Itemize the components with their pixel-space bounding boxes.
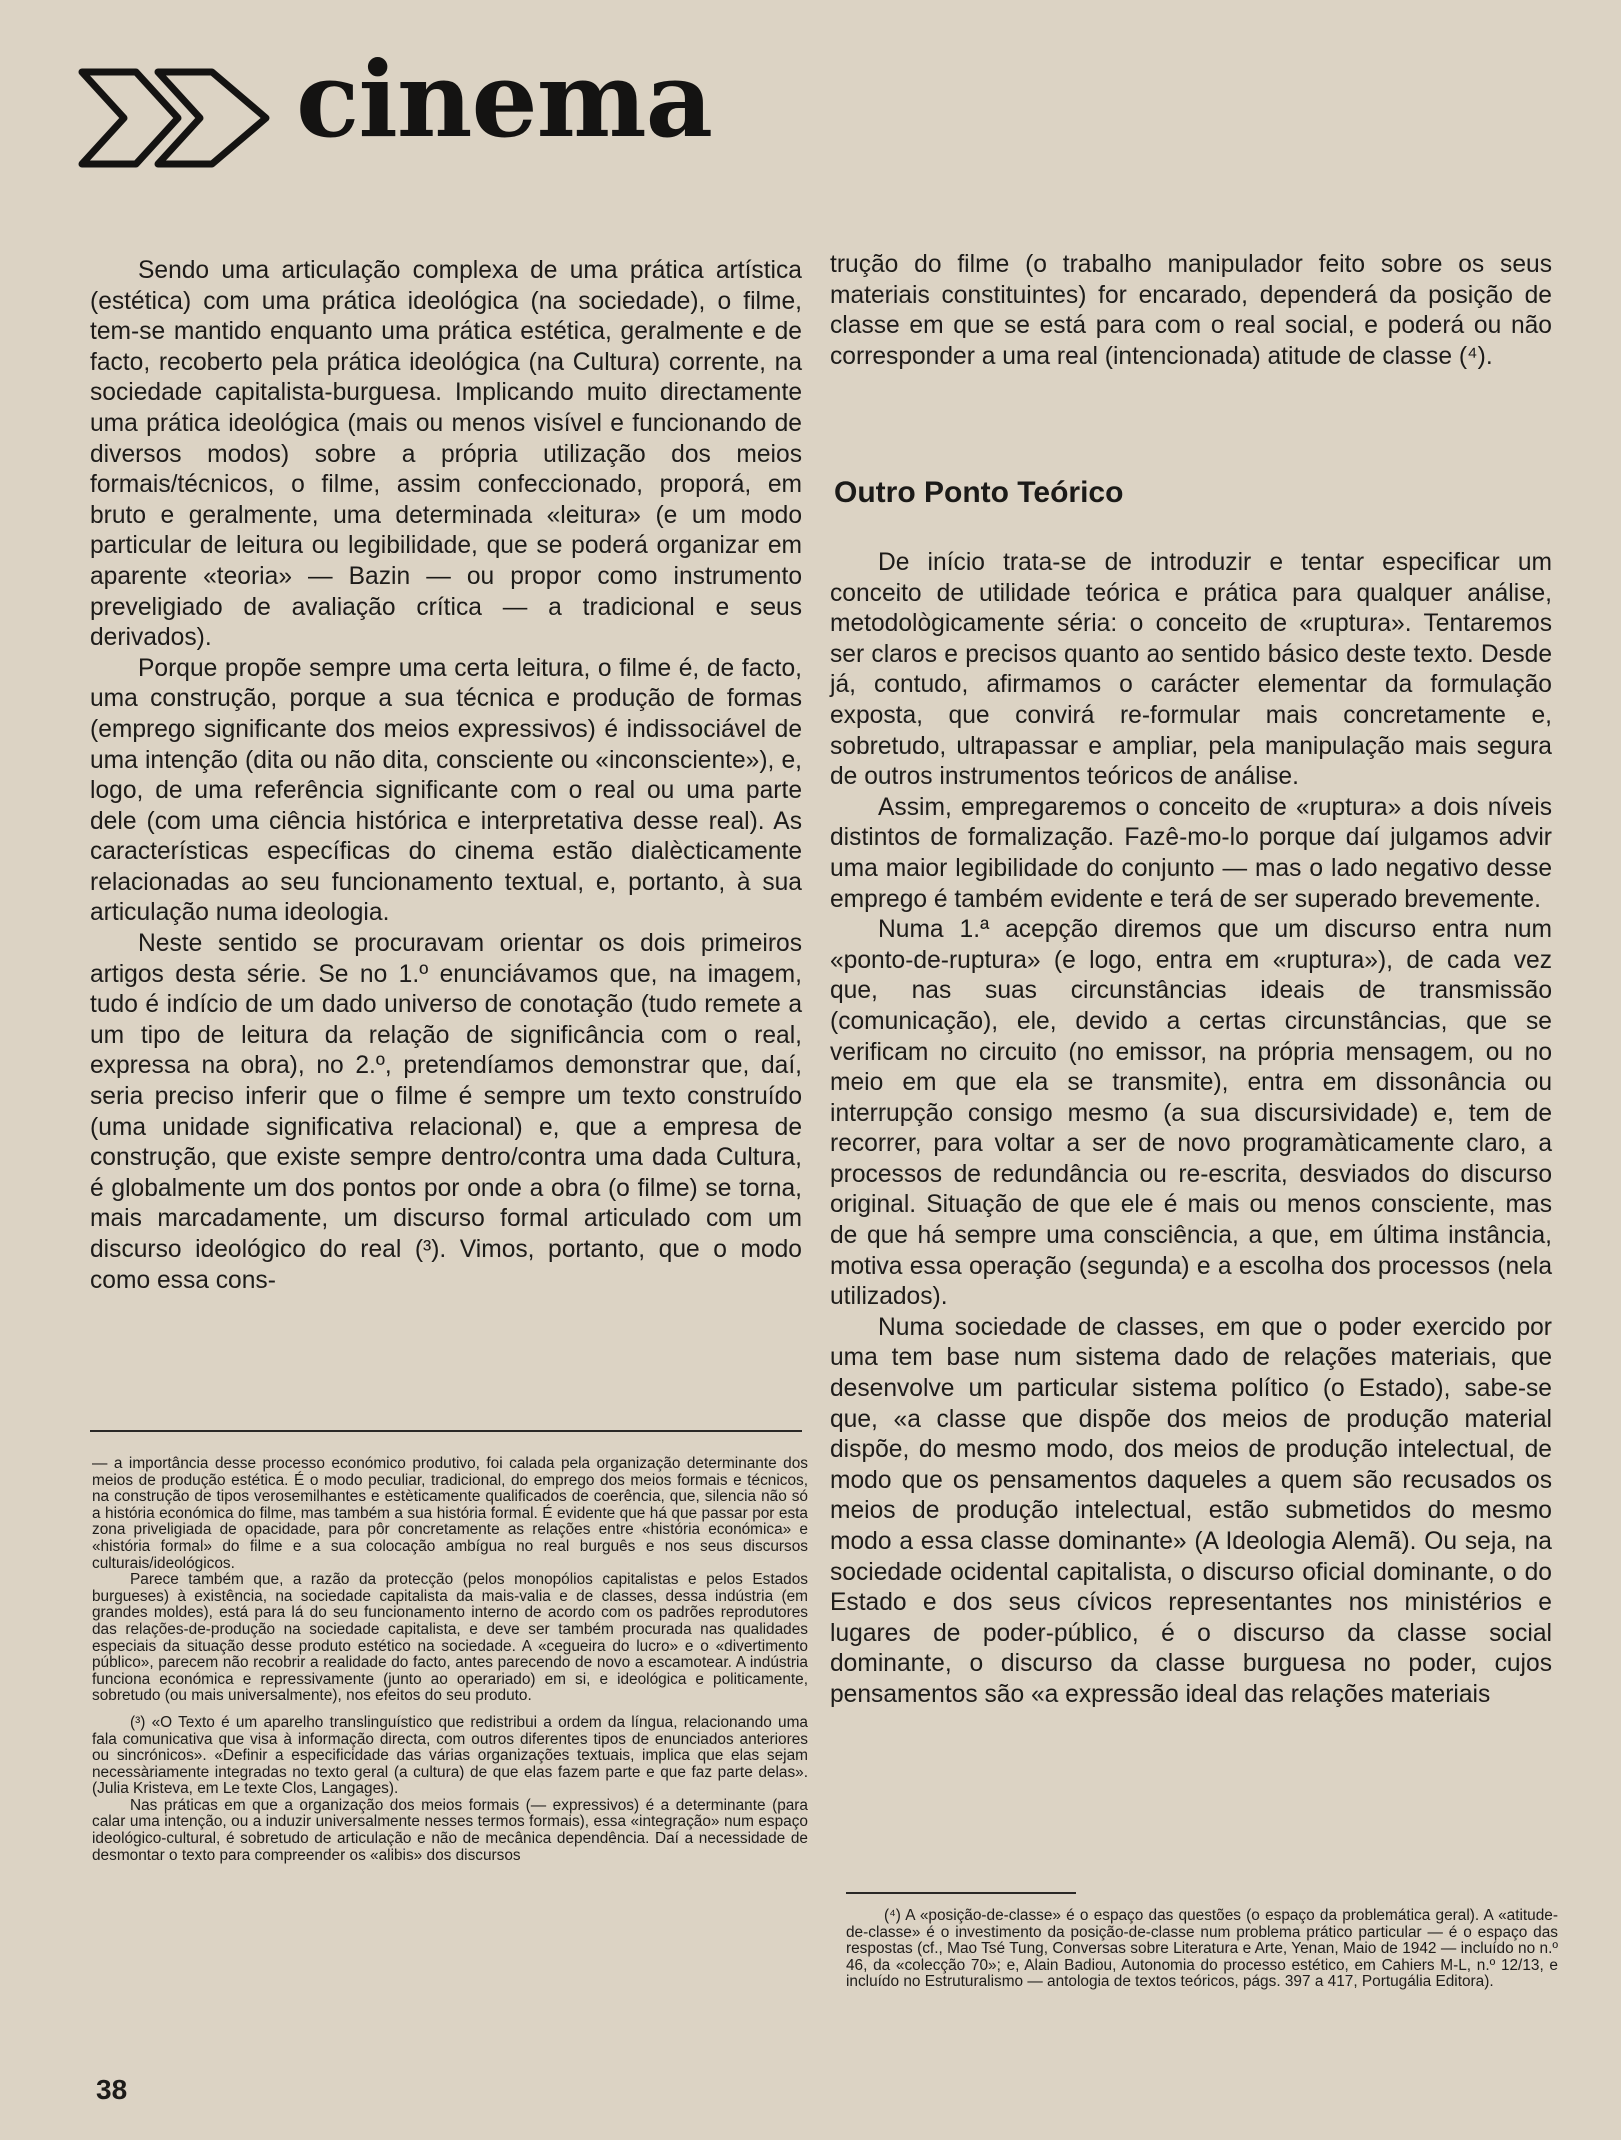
- section-title: cinema: [296, 38, 713, 161]
- section-heading: Outro Ponto Teórico: [834, 476, 1124, 509]
- footnote-divider: [90, 1430, 802, 1432]
- footnote: (⁴) A «posição-de-classe» é o espaço das questões (o espaço da problemática geral). A «atitude-de-classe» é o investimento da posição-de-classe num problema prático particular — é o espaço das respostas (cf., Mao Tsé Tung, Conversas sobre Literatura e Arte, Yenan, Maio de 1942 — incluído no n.º 46, da «colecção 70»; e, Alain Badiou, Autonomia do processo estético, em Cahiers M-L, n.º 12/13, e incluído no Estruturalismo — antologia de textos teóricos, págs. 397 a 417, Portugália Editora).: [846, 1907, 1558, 1991]
- footnote: — a importância desse processo económico produtivo, foi calada pela organização determinante dos meios de produção estética. É o modo peculiar, tradicional, do emprego dos meios formais e técnicos, na construção de tipos verosemilhantes e estèticamente qualificados de coerência, que, silencia não só a história económica do filme, mas também a sua história formal. É evidente que há que passar por esta zona priveligiada de opacidade, para pôr concretamente as relações entre «história económica» e «história formal» do filme e a sua colocação ambígua no real burguês e nos seus discursos culturais/ideológicos.: [92, 1455, 808, 1572]
- footnote-right: [846, 1908, 1558, 1991]
- body-paragraph: Numa 1.ª acepção diremos que um discurso entra num «ponto-de-ruptura» (e logo, entra em «ruptura»), de cada vez que, nas suas circunstâncias ideais de transmissão (comunicação), ele, devido a certas circunstâncias, que se verificam no circuito (no emissor, na própria mensagem, ou no meio em que ela se transmite), entra em dissonância ou interrupção consigo mesmo (a sua discursividade) e, tem de recorrer, para voltar a ser de novo programàticamente claro, a processos de redundância ou re-escrita, desviados do discurso original. Situação de que ele é mais ou menos consciente, mas de que há sempre uma consciência, a que, em última instância, motiva essa operação (segunda) e a escolha dos processos (nela utilizados).: [830, 916, 1552, 1311]
- right-column: [830, 548, 1552, 1711]
- body-paragraph: Neste sentido se procuravam orientar os dois primeiros artigos desta série. Se no 1.º enunciávamos que, na imagem, tudo é indício de um dado universo de conotação (tudo remete a um tipo de leitura da relação de significância com o real, expressa na obra), no 2.º, pretendíamos demonstrar que, daí, seria preciso inferir que o filme é sempre um texto construído (uma unidade significativa relacional) e, que a empresa de construção, que existe sempre dentro/contra uma dada Cultura, é globalmente um dos pontos por onde a obra (o filme) se torna, mais marcadamente, um discurso formal articulado com um discurso ideológico do real (³). Vimos, portanto, que o modo como essa cons-: [90, 930, 802, 1294]
- footnote-divider: [846, 1892, 1076, 1894]
- footnotes-left: [92, 1456, 808, 1864]
- footnote: Parece também que, a razão da protecção (pelos monopólios capitalistas e pelos Estados burgueses) à existência, na sociedade capitalista da mais-valia e de classes, dessa indústria (em grandes moldes), está para lá do seu funcionamento interno de acordo com os padrões reprodutores das relações-de-produção na sociedade capitalista, e deve ser também procurada nas qualidades especiais da situação desse produto estético na sociedade. A «cegueira do lucro» e o «divertimento público», parecem não recobrir a realidade do facto, antes parecendo de novo a escamotear. A indústria funciona económica e repressivamente (junto ao operariado) em si, e ideológica e politicamente, sobretudo (ou mais universalmente), nos efeitos do seu produto.: [92, 1571, 808, 1705]
- left-column: [90, 256, 802, 1296]
- footnote: Nas práticas em que a organização dos meios formais (— expressivos) é a determinante (para calar uma intenção, ou a induzir universalmente nesses termos formais), essa «integração» num espaço ideológico-cultural, é sobretudo de articulação e não de mecânica dependência. Daí a necessidade de desmontar o texto para compreender os «alibis» dos discursos: [92, 1796, 808, 1864]
- body-paragraph: Assim, empregaremos o conceito de «ruptura» a dois níveis distintos de formalização. Fazê-mo-lo porque daí julgamos advir uma maior legibilidade do conjunto — mas o lado negativo desse emprego é também evidente e terá de ser superado brevemente.: [830, 793, 1552, 913]
- page-number: 38: [96, 2074, 128, 2105]
- body-paragraph: Sendo uma articulação complexa de uma prática artística (estética) com uma prática ideológica (na sociedade), o filme, tem-se mantido enquanto uma prática estética, geralmente e de facto, recoberto pela prática ideológica (na Cultura) corrente, na sociedade capitalista-burguesa. Implicando muito directamente uma prática ideológica (mais ou menos visível e funcionando de diversos modos) sobre a própria utilização dos meios formais/técnicos, o filme, assim confeccionado, proporá, em bruto e geralmente, uma determinada «leitura» (e um modo particular de leitura ou legibilidade, que se poderá organizar em aparente «teoria» — Bazin — ou propor como instrumento preveligiado de avaliação crítica — a tradicional e seus derivados).: [90, 257, 802, 652]
- body-paragraph: trução do filme (o trabalho manipulador feito sobre os seus materiais constituintes) for encarado, dependerá da posição de classe em que se está para com o real social, e poderá ou não corresponder a uma real (intencionada) atitude de classe (⁴).: [830, 251, 1552, 370]
- body-paragraph: Numa sociedade de classes, em que o poder exercido por uma tem base num sistema dado de relações materiais, que desenvolve um particular sistema político (o Estado), sabe-se que, «a classe que dispõe dos meios de produção material dispõe, do mesmo modo, dos meios de produção intelectual, de modo que os pensamentos daqueles a quem são recusados os meios de produção intelectual, estão submetidos do mesmo modo a essa classe dominante» (A Ideologia Alemã). Ou seja, na sociedade ocidental capitalista, o discurso oficial dominante, o do Estado e dos seus cívicos representantes nos ministérios e lugares de poder-público, é o discurso da classe social dominante, o discurso da classe burguesa no poder, cujos pensamentos são «a expressão ideal das relações materiais: [830, 1313, 1552, 1708]
- body-paragraph: De início trata-se de introduzir e tentar especificar um conceito de utilidade teórica e prática para qualquer análise, metodològicamente séria: o conceito de «ruptura». Tentaremos ser claros e precisos quanto ao sentido básico deste texto. Desde já, contudo, afirmamos o carácter elementar da formulação exposta, que convirá re-formular mais concretamente e, sobretudo, ultrapassar e ampliar, pela manipulação mais segura de outros instrumentos teóricos de análise.: [830, 549, 1552, 791]
- double-chevron-arrow-icon: [76, 60, 286, 180]
- right-column-intro: [830, 250, 1552, 372]
- footnote: (³) «O Texto é um aparelho translinguístico que redistribui a ordem da língua, relacionando uma fala comunicativa que visa à informação directa, com outros diferentes tipos de enunciados anteriores ou sincrónicos». «Definir a especificidade das várias organizações textuais, implica que elas sejam necessàriamente integradas no texto geral (a cultura) de que elas fazem parte e que faz parte delas». (Julia Kristeva, em Le texte Clos, Langages).: [92, 1713, 808, 1798]
- body-paragraph: Porque propõe sempre uma certa leitura, o filme é, de facto, uma construção, porque a sua técnica e produção de formas (emprego significante dos meios expressivos) é indissociável de uma intenção (dita ou não dita, consciente ou «inconsciente»), e, logo, de uma referência significante com o real ou uma parte dele (com uma ciência histórica e interpretativa desse real). As características específicas do cinema estão dialècticamente relacionadas ao seu funcionamento textual, e, portanto, à sua articulação numa ideologia.: [90, 654, 802, 927]
